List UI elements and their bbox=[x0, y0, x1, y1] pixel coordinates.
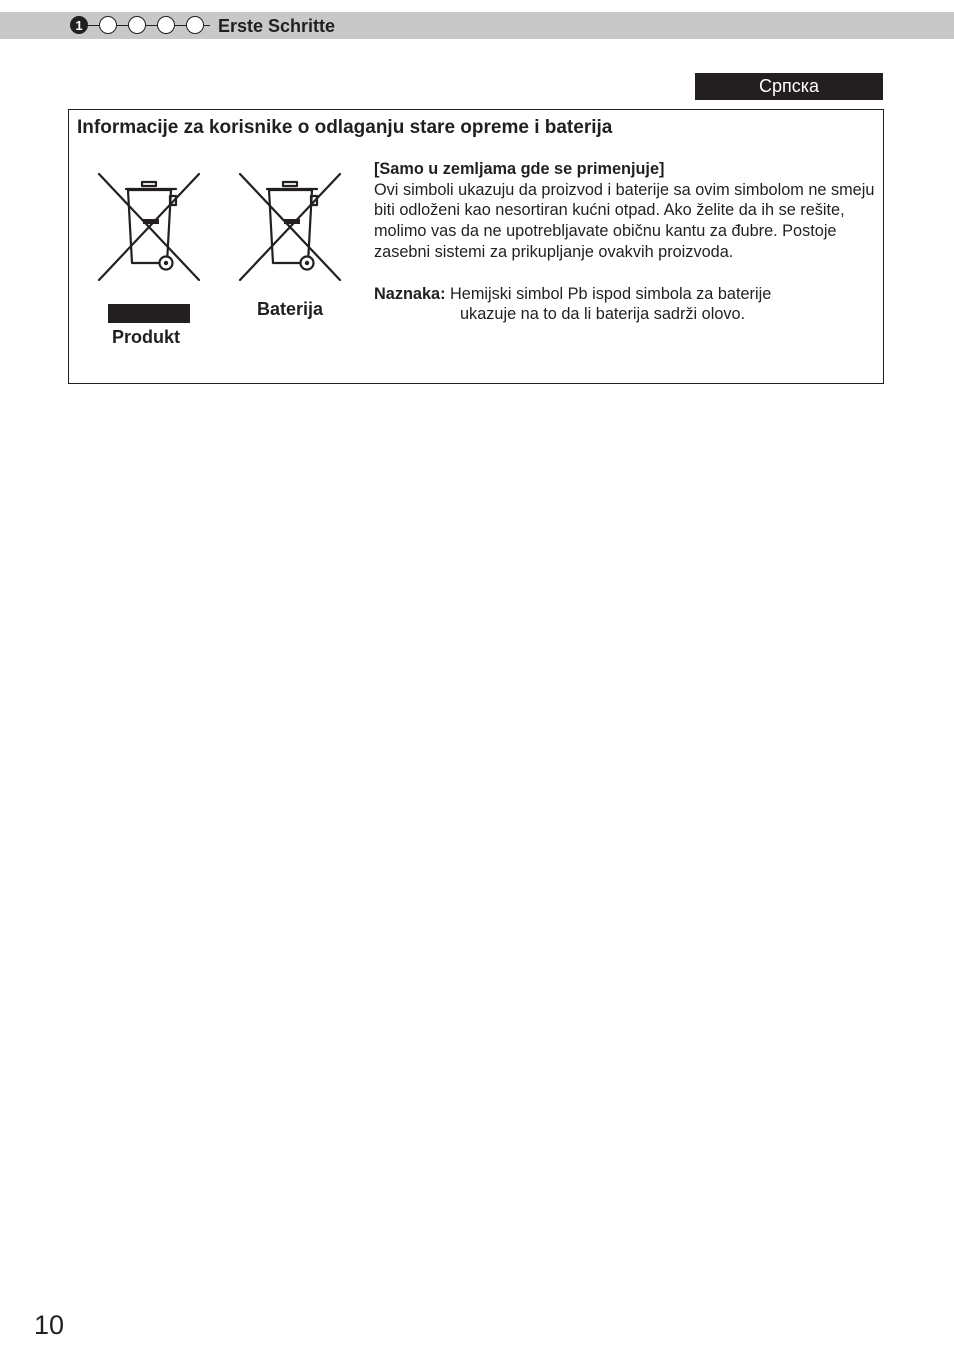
label-product: Produkt bbox=[112, 327, 181, 347]
step-2 bbox=[99, 16, 117, 34]
black-bar bbox=[108, 304, 190, 323]
paragraph: Ovi simboli ukazuju da proizvod i baterije sa ovim simbolom ne smeju biti odloženi kao nesortiran kućni otpad. Ako želite da ih se rešite, molimo vas da ne upotrebljavate običnu kantu za đubre. Postoje zasebni sistemi za prikupljanje ovakvih proizvoda. bbox=[374, 180, 875, 261]
section-title: Erste Schritte bbox=[218, 16, 336, 36]
page-number: 10 bbox=[34, 1310, 65, 1340]
info-box bbox=[68, 109, 884, 384]
step-indicator bbox=[70, 16, 210, 36]
language-badge: Српска bbox=[695, 73, 883, 100]
crossed-out-bin-icon bbox=[96, 172, 202, 282]
step-5 bbox=[186, 16, 204, 34]
note bbox=[374, 284, 879, 325]
note-text-line1: Hemijski simbol Pb ispod simbola za baterije bbox=[450, 284, 772, 303]
crossed-out-bin-icon bbox=[237, 172, 343, 282]
subheading: [Samo u zemljama gde se primenjuje] bbox=[374, 160, 665, 178]
step-3 bbox=[128, 16, 146, 34]
note-label: Naznaka: bbox=[374, 284, 446, 303]
step-4 bbox=[157, 16, 175, 34]
box-title: Informacije za korisnike o odlaganju stare opreme i baterija bbox=[77, 117, 613, 138]
note-text-line2: ukazuje na to da li baterija sadrži olovo. bbox=[460, 305, 746, 324]
info-text bbox=[374, 159, 879, 325]
step-1: 1 bbox=[70, 16, 88, 34]
label-battery: Baterija bbox=[257, 299, 324, 319]
